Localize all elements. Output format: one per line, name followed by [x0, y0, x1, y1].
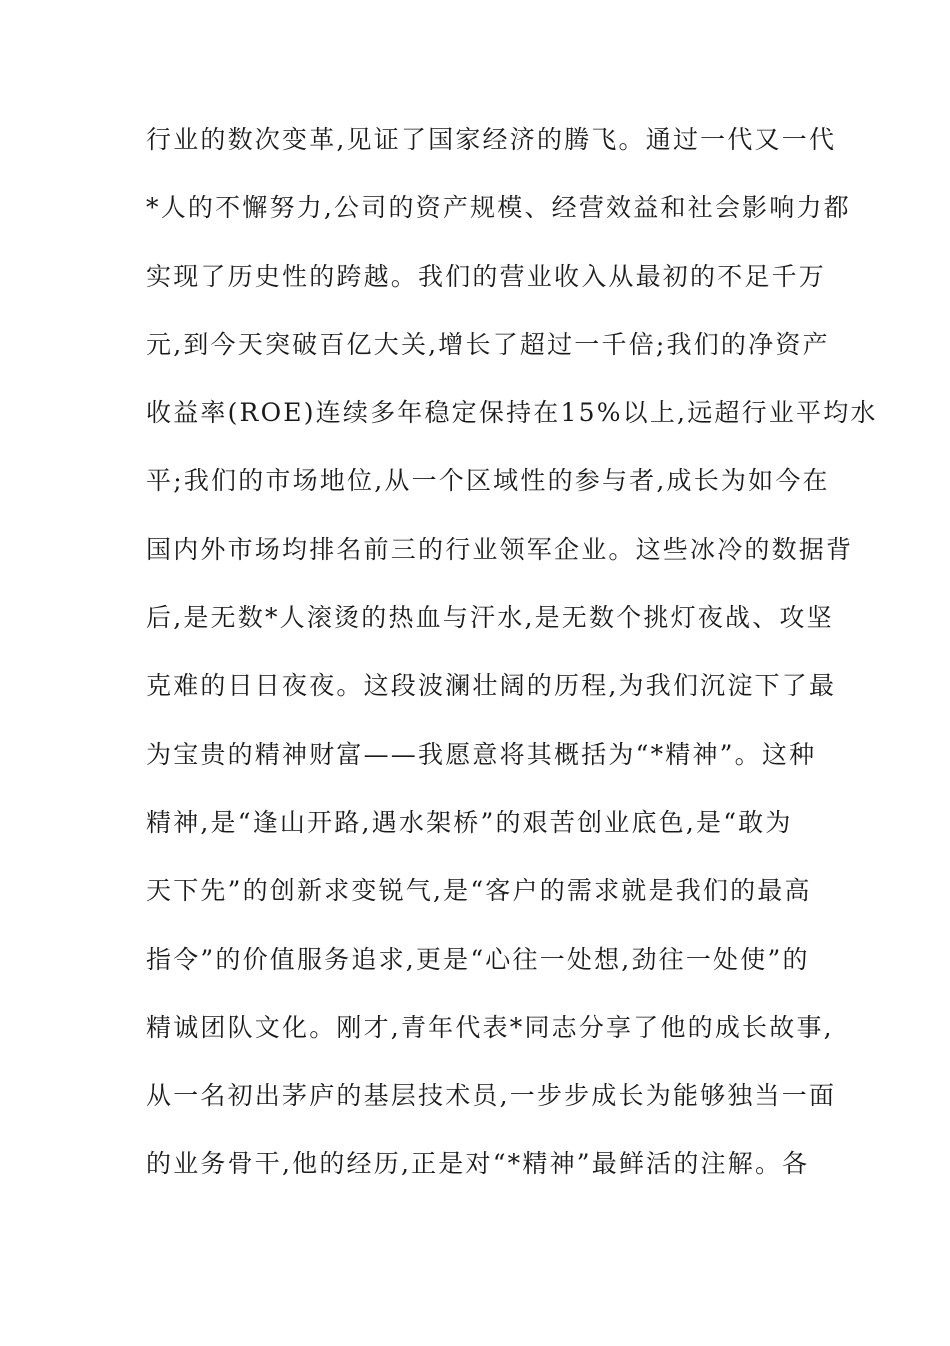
text-line: 天下先”的创新求变锐气,是“客户的需求就是我们的最高: [146, 876, 812, 906]
text-line: 元,到今天突破百亿大关,增长了超过一千倍;我们的净资产: [146, 329, 830, 359]
text-line: 克难的日日夜夜。这段波澜壮阔的历程,为我们沉淀下了最: [146, 671, 837, 701]
text-line: 的业务骨干,他的经历,正是对“*精神”最鲜活的注解。各: [146, 1149, 810, 1179]
text-line: 实现了历史性的跨越。我们的营业收入从最初的不足千万: [146, 261, 827, 291]
text-line: 行业的数次变革,见证了国家经济的腾飞。通过一代又一代: [146, 125, 837, 154]
text-line: 收益率(ROE)连续多年稳定保持在15%以上,远超行业平均水: [146, 398, 878, 428]
text-line: 国内外市场均排名前三的行业领军企业。这些冰冷的数据背: [146, 534, 854, 564]
text-line: *人的不懈努力,公司的资产规模、经营效益和社会影响力都: [146, 193, 851, 223]
text-line: 指令”的价值服务追求,更是“心往一处想,劲往一处使”的: [146, 944, 810, 974]
text-line: 精神,是“逢山开路,遇水架桥”的艰苦创业底色,是“敢为: [146, 807, 793, 837]
text-line: 为宝贵的精神财富——我愿意将其概括为“*精神”。这种: [146, 739, 817, 769]
text-line: 后,是无数*人滚烫的热血与汗水,是无数个挑灯夜战、攻坚: [146, 603, 834, 633]
text-line: 从一名初出茅庐的基层技术员,一步步成长为能够独当一面: [146, 1081, 837, 1111]
text-line: 平;我们的市场地位,从一个区域性的参与者,成长为如今在: [146, 466, 830, 496]
text-line: 精诚团队文化。刚才,青年代表*同志分享了他的成长故事,: [146, 1012, 834, 1042]
document-body: [146, 121, 878, 1214]
